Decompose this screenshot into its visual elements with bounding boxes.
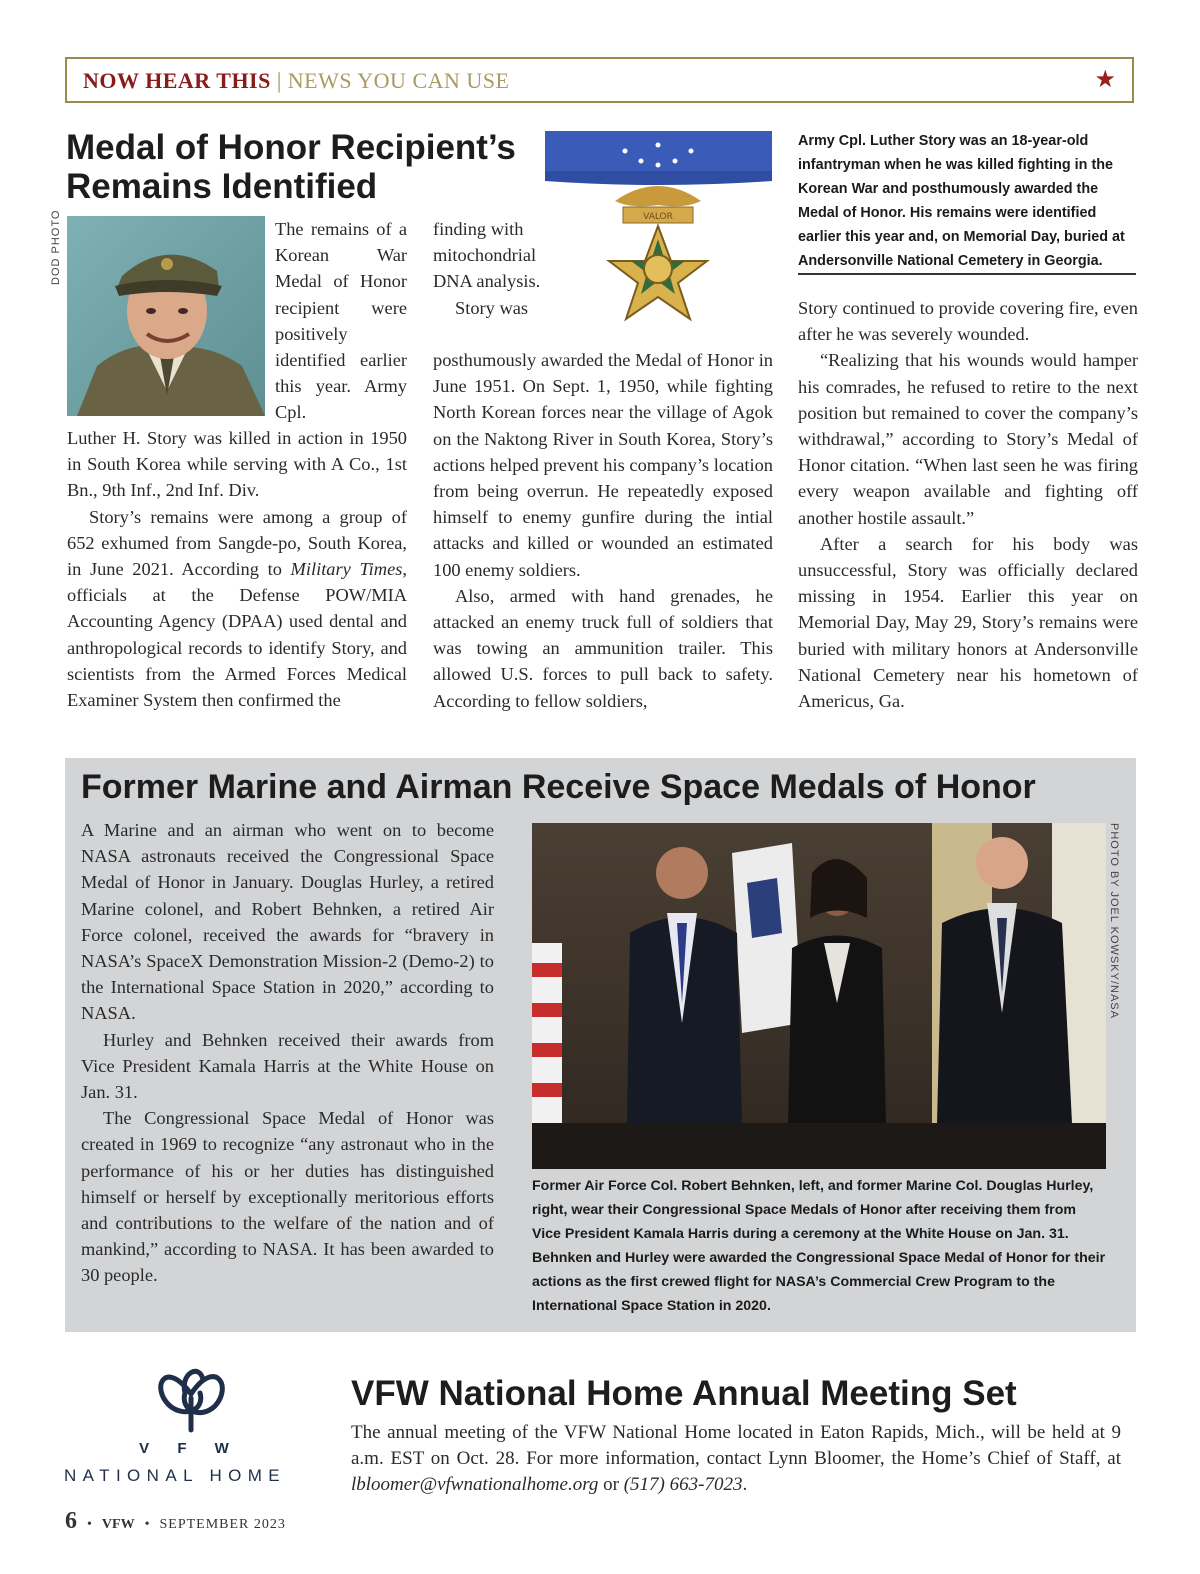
article2-title: Former Marine and Airman Receive Space Medals of Honor bbox=[81, 768, 1036, 806]
article1-col2-para2: posthumously awarded the Medal of Honor in June 1951. On Sept. 1, 1950, while fighting North Korean forces near the village of Agok on the Naktong River in South Korea, Story’s actions helped prevent his company’s location from being overrun. He repeatedly exposed himself to enemy gunfire during the intial attacks and killed or wounded an estimated 100 enemy soldiers. bbox=[433, 350, 773, 580]
section-name: NOW HEAR THIS bbox=[83, 68, 271, 93]
article1-col2-top-text: finding with mitochondrial DNA analysis. bbox=[433, 219, 541, 292]
article1-col3-para1: Story continued to provide covering fire, even after he was severely wounded. bbox=[798, 298, 1138, 345]
article2-para3: The Congressional Space Medal of Honor was created in 1969 to recognize “any astronaut who in the performance of his or her duties has distinguished himself or herself by exceptionally meritorious efforts and contributions to the welfare of the nation and of mankind,” according to NASA. It has been awarded to 30 people. bbox=[81, 1108, 494, 1286]
article1-photo-credit: DOD PHOTO bbox=[50, 209, 62, 285]
section-header bbox=[65, 57, 1134, 103]
footer-issue: SEPTEMBER 2023 bbox=[159, 1517, 286, 1532]
article2-para1: A Marine and an airman who went on to become NASA astronauts received the Congressional Space Medal of Honor in January. Douglas Hurley, a retired Marine colonel, and Robert Behnken, a retired Air Force colonel, received the awards for “bravery in NASA’s SpaceX Demonstration Mission-2 (Demo-2) to the International Space Station in 2020,” according to NASA. bbox=[81, 820, 494, 1024]
article2-photo-credit: PHOTO BY JOEL KOWSKY/NASA bbox=[1108, 823, 1120, 1019]
page-number: 6 bbox=[65, 1508, 77, 1534]
medal-of-honor-image bbox=[545, 131, 772, 336]
article1-col3-para2: “Realizing that his wounds would hamper his comrades, he refused to retire to the next position but remained to cover the company’s withdrawal,” according to Story’s Medal of Honor citation. “When last seen he was firing every weapon available and fighting off another hostile assault.” bbox=[798, 350, 1138, 528]
vfw-national-home-logo bbox=[145, 1348, 237, 1436]
article1-col2 bbox=[433, 347, 773, 714]
article1-col1 bbox=[67, 425, 407, 713]
article1-col3-para3: After a search for his body was unsuccessful, Story was officially declared missing in 1954. Earlier this year on Memorial Day, May 29, Story’s remains were buried with military honors at Andersonville National Cemetery near his hometown of Americus, Ga. bbox=[798, 533, 1138, 712]
article1-col1-para2-a: Story’s remains were among a group of 652 exhumed from Sangde-po, South Korea, in June 2021. According to bbox=[67, 506, 407, 580]
medal-of-honor-graphic bbox=[545, 131, 772, 336]
article1-caption: Army Cpl. Luther Story was an 18-year-old infantryman when he was killed fighting in the Korean War and posthumously awarded the Medal of Honor. His remains were identified earlier this year and, on Memorial Day, buried at Andersonville National Cemetery in Georgia. bbox=[798, 133, 1125, 269]
article2-caption: Former Air Force Col. Robert Behnken, left, and former Marine Col. Douglas Hurley, right, wear their Congressional Space Medals of Honor after receiving them from Vice President Kamala Harris during a ceremony at the White House on Jan. 31. Behnken and Hurley were awarded the Congressional Space Medal of Honor for their actions as the first crewed flight for NASA’s Commercial Crew Program to the International Space Station in 2020. bbox=[532, 1178, 1106, 1314]
svg-text:VALOR: VALOR bbox=[643, 212, 673, 222]
article1-col2-para2-start: Story was bbox=[455, 297, 529, 318]
publication-name: Military Times bbox=[290, 559, 403, 580]
article3-body bbox=[351, 1420, 1121, 1498]
soldier-portrait-image bbox=[67, 216, 265, 416]
article2-body bbox=[81, 817, 494, 1289]
article1-col1-para1: Luther H. Story was killed in action in 1950 in South Korea while serving with A Co., 1st Bn., 9th Inf., 2nd Inf. Div. bbox=[67, 428, 407, 501]
article3-end: . bbox=[742, 1474, 748, 1495]
caption-divider bbox=[798, 273, 1136, 275]
article1-col2-para3: Also, armed with hand grenades, he attacked an enemy truck full of soldiers that was towing an ammunition trailer. This allowed U.S. forces to pull back to safety. According to fellow soldiers, bbox=[433, 585, 773, 711]
star-icon: ★ bbox=[1094, 67, 1116, 93]
article1-col1-wrap-text: The remains of a Korean War Medal of Honor recipient were positively identified earlier this year. Army Cpl. bbox=[275, 219, 407, 423]
article3-text: The annual meeting of the VFW National Home located in Eaton Rapids, Mich., will be held at 9 a.m. EST on Oct. 28. For more information, contact Lynn Bloomer, the Home’s Chief of Staff, at bbox=[351, 1422, 1121, 1469]
article1-col3 bbox=[798, 295, 1138, 714]
subsection-name: NEWS YOU CAN USE bbox=[287, 68, 510, 93]
soldier-portrait bbox=[67, 216, 265, 416]
logo-vfw-letters: V F W bbox=[139, 1440, 241, 1457]
section-separator: | bbox=[276, 68, 282, 93]
ceremony-photo bbox=[532, 823, 1106, 1169]
article3-title: VFW National Home Annual Meeting Set bbox=[351, 1374, 1017, 1413]
article1-col1-para2-b: , officials at the Defense POW/MIA Accounting Agency (DPAA) used dental and anthropological records to identify Story, and scientists from the Armed Forces Medical Examiner System then confirmed the bbox=[67, 559, 407, 711]
ceremony-photo-image bbox=[532, 823, 1106, 1169]
contact-phone[interactable]: (517) 663-7023 bbox=[623, 1474, 743, 1495]
article1-title-line2: Remains Identified bbox=[66, 167, 378, 206]
article1-col1-para2 bbox=[67, 504, 407, 714]
footer-bullet: • bbox=[87, 1517, 92, 1532]
article1-col2-top bbox=[433, 216, 545, 321]
logo-national-home: NATIONAL HOME bbox=[64, 1466, 287, 1485]
article3-para bbox=[351, 1420, 1121, 1498]
article1-title-line1: Medal of Honor Recipient’s bbox=[66, 128, 516, 167]
footer-bullet: • bbox=[144, 1517, 150, 1532]
section-label bbox=[83, 68, 509, 94]
article2-para2: Hurley and Behnken received their awards from Vice President Kamala Harris at the White House on Jan. 31. bbox=[81, 1029, 494, 1103]
contact-email[interactable]: lbloomer@vfwnationalhome.org bbox=[351, 1474, 599, 1495]
footer-magazine: VFW bbox=[101, 1517, 135, 1532]
logo-knot-icon bbox=[145, 1348, 237, 1436]
page-footer bbox=[65, 1508, 286, 1535]
article3-or: or bbox=[598, 1474, 624, 1495]
article1-col1-wrap bbox=[275, 216, 407, 426]
article1-title bbox=[66, 128, 546, 206]
